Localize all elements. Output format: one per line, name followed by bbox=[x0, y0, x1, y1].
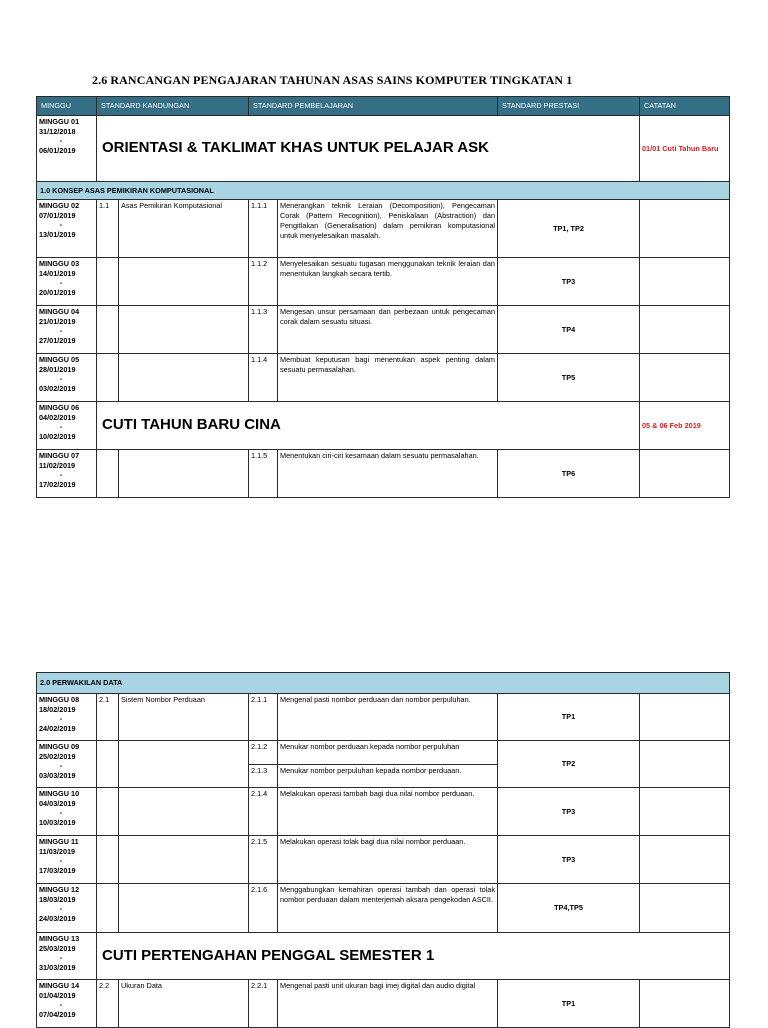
table-row bbox=[37, 354, 730, 402]
note-cell bbox=[640, 450, 730, 498]
tp-cell: TP1 bbox=[498, 980, 640, 1028]
sk-number: 1.1 bbox=[97, 200, 119, 258]
header-row bbox=[37, 97, 730, 116]
sp-number: 2.1.4 bbox=[249, 788, 278, 836]
tp-cell: TP3 bbox=[498, 836, 640, 884]
sp-text: Mengesan unsur persamaan dan perbezaan untuk pengecaman corak dalam sesuatu situasi. bbox=[278, 306, 498, 354]
sk-text: Ukuran Data bbox=[119, 980, 249, 1028]
section-title: 2.0 PERWAKILAN DATA bbox=[37, 673, 730, 694]
sk-text bbox=[119, 306, 249, 354]
week-cell: MINGGU 13 25/03/2019 - 31/03/2019 bbox=[37, 933, 97, 980]
sp-number: 1.1.3 bbox=[249, 306, 278, 354]
sp-text: Menukar nombor perpuluhan kepada nombor perduaan. bbox=[278, 765, 498, 788]
sp-number: 2.1.2 bbox=[249, 741, 278, 765]
holiday-banner: CUTI TAHUN BARU CINA bbox=[97, 402, 640, 450]
sp-text: Melakukan operasi tolak bagi dua nilai nombor perduaan. bbox=[278, 836, 498, 884]
note-cell bbox=[640, 694, 730, 741]
table-row bbox=[37, 836, 730, 884]
sk-number bbox=[97, 306, 119, 354]
week-cell: MINGGU 11 11/03/2019 - 17/03/2019 bbox=[37, 836, 97, 884]
sp-number: 2.1.6 bbox=[249, 884, 278, 933]
week-cell: MINGGU 04 21/01/2019 - 27/01/2019 bbox=[37, 306, 97, 354]
rpt-table-1 bbox=[36, 96, 730, 498]
sp-text: Menukar nombor perduaan kepada nombor perpuluhan bbox=[278, 741, 498, 765]
header-standard-prestasi: STANDARD PRESTASI bbox=[498, 97, 640, 116]
holiday-banner: CUTI PERTENGAHAN PENGGAL SEMESTER 1 bbox=[97, 933, 730, 980]
week-cell: MINGGU 06 04/02/2019 - 10/02/2019 bbox=[37, 402, 97, 450]
sp-text: Menyelesaikan sesuatu tugasan menggunakan teknik leraian dan menentukan langkah secara tertib. bbox=[278, 258, 498, 306]
table-row bbox=[37, 116, 730, 182]
week-cell: MINGGU 08 18/02/2019 - 24/02/2019 bbox=[37, 694, 97, 741]
week-cell: MINGGU 01 31/12/2018 - 06/01/2019 bbox=[37, 116, 97, 182]
note-cell bbox=[640, 258, 730, 306]
sk-text bbox=[119, 741, 249, 788]
page-title: 2.6 RANCANGAN PENGAJARAN TAHUNAN ASAS SAINS KOMPUTER TINGKATAN 1 bbox=[92, 73, 573, 87]
tp-cell: TP2 bbox=[498, 741, 640, 788]
sk-number: 2.1 bbox=[97, 694, 119, 741]
sp-number: 2.1.1 bbox=[249, 694, 278, 741]
week-cell: MINGGU 12 18/03/2019 - 24/03/2019 bbox=[37, 884, 97, 933]
week-cell: MINGGU 03 14/01/2019 - 20/01/2019 bbox=[37, 258, 97, 306]
table-row bbox=[37, 450, 730, 498]
sk-text bbox=[119, 354, 249, 402]
sp-text: Menggabungkan kemahiran operasi tambah dan operasi tolak nombor perduaan dalam menterjemah aksara pengekodan ASCII. bbox=[278, 884, 498, 933]
table-row bbox=[37, 200, 730, 258]
rpt-table-2 bbox=[36, 672, 730, 1028]
table-row bbox=[37, 306, 730, 354]
sk-number bbox=[97, 788, 119, 836]
sk-number bbox=[97, 836, 119, 884]
week-cell: MINGGU 09 25/02/2019 - 03/03/2019 bbox=[37, 741, 97, 788]
sp-number: 1.1.4 bbox=[249, 354, 278, 402]
sp-text: Mengenal pasti nombor perduaan dan nombor perpuluhan. bbox=[278, 694, 498, 741]
note-cell bbox=[640, 741, 730, 788]
sp-number: 1.1.1 bbox=[249, 200, 278, 258]
table-row bbox=[37, 980, 730, 1028]
note-cell bbox=[640, 980, 730, 1028]
sk-number bbox=[97, 884, 119, 933]
sk-text bbox=[119, 258, 249, 306]
note-cell bbox=[640, 354, 730, 402]
table-row bbox=[37, 741, 730, 765]
tp-cell: TP4,TP5 bbox=[498, 884, 640, 933]
sk-text: Asas Pemikiran Komputasional bbox=[119, 200, 249, 258]
tp-cell: TP1 bbox=[498, 694, 640, 741]
week-cell: MINGGU 14 01/04/2019 - 07/04/2019 bbox=[37, 980, 97, 1028]
sk-number bbox=[97, 741, 119, 788]
sk-number: 2.2 bbox=[97, 980, 119, 1028]
table-row bbox=[37, 694, 730, 741]
sk-number bbox=[97, 450, 119, 498]
sp-number: 1.1.2 bbox=[249, 258, 278, 306]
note-cell: 01/01 Cuti Tahun Baru bbox=[640, 116, 730, 182]
sp-text: Melakukan operasi tambah bagi dua nilai nombor perduaan. bbox=[278, 788, 498, 836]
sk-text bbox=[119, 884, 249, 933]
tp-cell: TP5 bbox=[498, 354, 640, 402]
header-standard-kandungan: STANDARD KANDUNGAN bbox=[97, 97, 249, 116]
section-row bbox=[37, 673, 730, 694]
note-cell bbox=[640, 788, 730, 836]
week-cell: MINGGU 10 04/03/2019 - 10/03/2019 bbox=[37, 788, 97, 836]
header-standard-pembelajaran: STANDARD PEMBELAJARAN bbox=[249, 97, 498, 116]
tp-cell: TP3 bbox=[498, 258, 640, 306]
table-row bbox=[37, 788, 730, 836]
sk-number bbox=[97, 354, 119, 402]
table-row bbox=[37, 933, 730, 980]
table-row bbox=[37, 402, 730, 450]
tp-cell: TP3 bbox=[498, 788, 640, 836]
tp-cell: TP1, TP2 bbox=[498, 200, 640, 258]
section-row bbox=[37, 182, 730, 200]
week-cell: MINGGU 05 28/01/2019 - 03/02/2019 bbox=[37, 354, 97, 402]
sp-text: Menerangkan teknik Leraian (Decomposition), Pengecaman Corak (Pattern Recognition), Peniskalaan (Abstraction) dan Pengitlakan (Generalisation) dalam pemikiran komputasional untuk menyelesaikan masalah. bbox=[278, 200, 498, 258]
sk-text bbox=[119, 836, 249, 884]
header-catatan: CATATAN bbox=[640, 97, 730, 116]
section-title: 1.0 KONSEP ASAS PEMIKIRAN KOMPUTASIONAL bbox=[37, 182, 730, 200]
orientation-banner: ORIENTASI & TAKLIMAT KHAS UNTUK PELAJAR ASK bbox=[97, 116, 640, 182]
sp-number: 2.1.3 bbox=[249, 765, 278, 788]
sp-text: Menentukan ciri-ciri kesamaan dalam sesuatu permasalahan. bbox=[278, 450, 498, 498]
sk-text bbox=[119, 450, 249, 498]
sk-text bbox=[119, 788, 249, 836]
sk-number bbox=[97, 258, 119, 306]
week-cell: MINGGU 07 11/02/2019 - 17/02/2019 bbox=[37, 450, 97, 498]
note-cell bbox=[640, 836, 730, 884]
sk-text: Sistem Nombor Perduaan bbox=[119, 694, 249, 741]
table-row bbox=[37, 884, 730, 933]
sp-number: 1.1.5 bbox=[249, 450, 278, 498]
tp-cell: TP6 bbox=[498, 450, 640, 498]
tp-cell: TP4 bbox=[498, 306, 640, 354]
table-row bbox=[37, 258, 730, 306]
note-cell bbox=[640, 200, 730, 258]
sp-text: Membuat keputusan bagi menentukan aspek penting dalam sesuatu permasalahan. bbox=[278, 354, 498, 402]
sp-number: 2.1.5 bbox=[249, 836, 278, 884]
header-minggu: MINGGU bbox=[37, 97, 97, 116]
week-cell: MINGGU 02 07/01/2019 - 13/01/2019 bbox=[37, 200, 97, 258]
sp-number: 2.2.1 bbox=[249, 980, 278, 1028]
note-cell bbox=[640, 306, 730, 354]
note-cell bbox=[640, 884, 730, 933]
note-cell: 05 & 06 Feb 2019 bbox=[640, 402, 730, 450]
sp-text: Mengenal pasti unit ukuran bagi imej digital dan audio digital bbox=[278, 980, 498, 1028]
